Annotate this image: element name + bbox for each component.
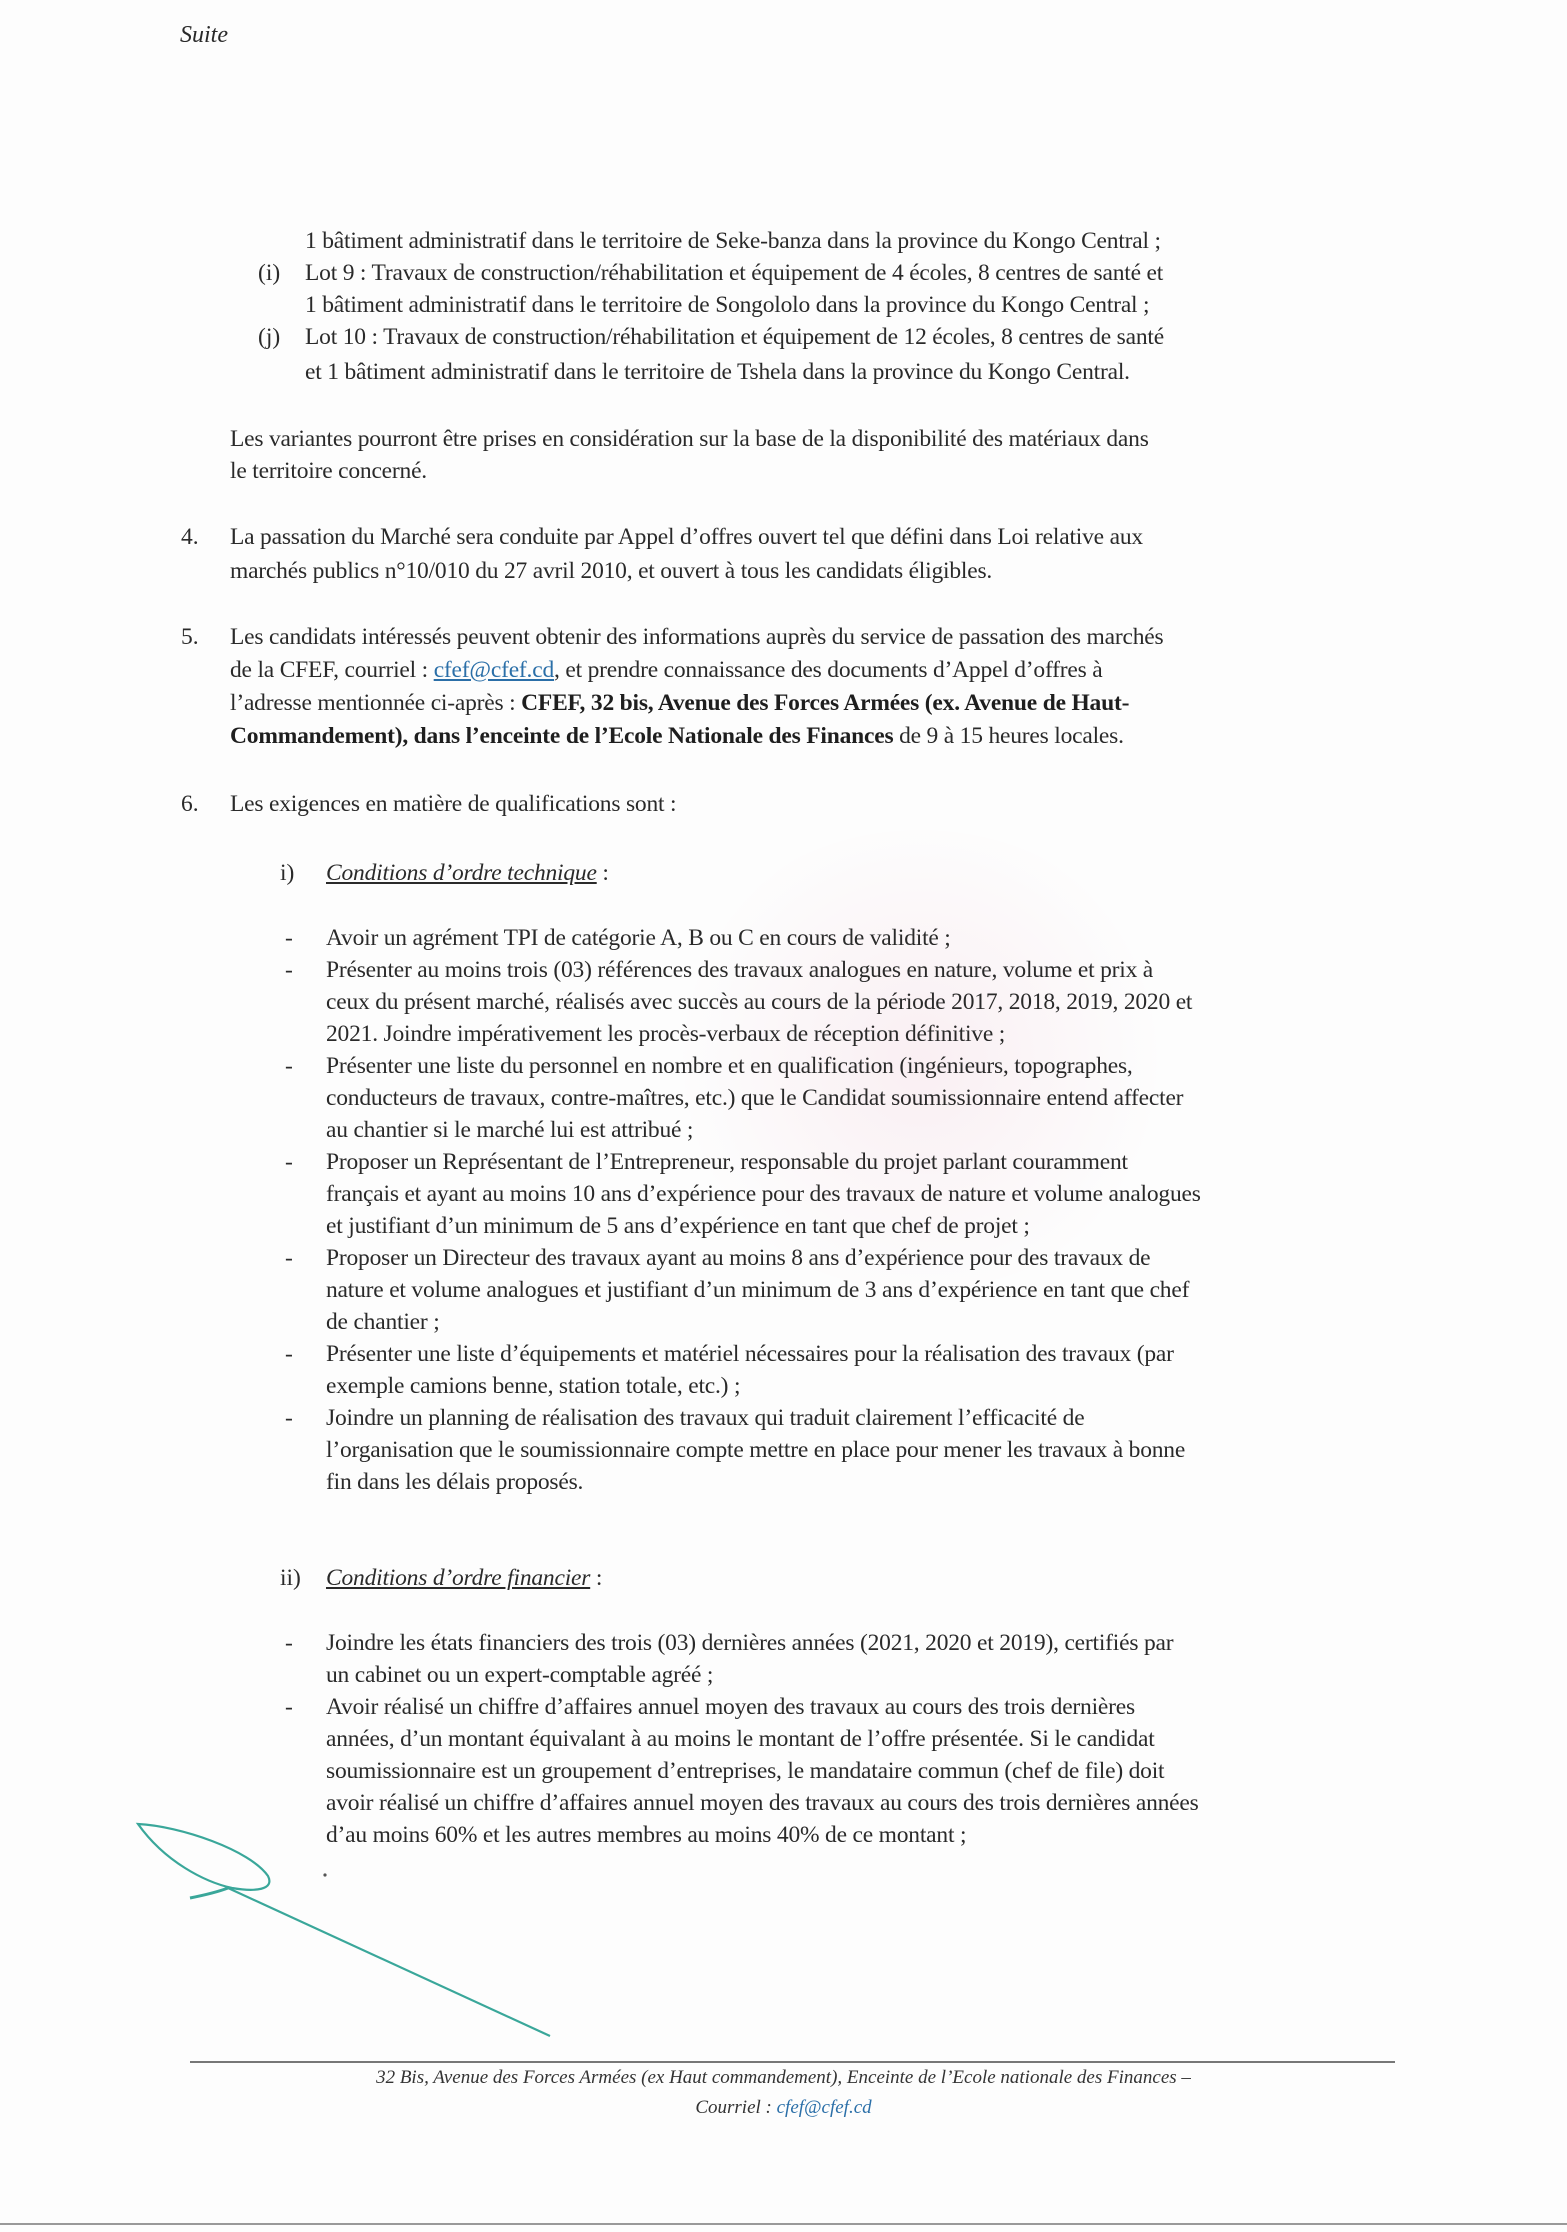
lot-i-marker: (i) bbox=[258, 260, 281, 286]
technical-item-line: français et ayant au moins 10 ans d’expérience pour des travaux de nature et volume analogues bbox=[326, 1181, 1201, 1207]
technical-item-line: 2021. Joindre impérativement les procès-verbaux de réception définitive ; bbox=[326, 1021, 1006, 1047]
technical-heading bbox=[326, 858, 609, 888]
lot-i-line1: Lot 9 : Travaux de construction/réhabilitation et équipement de 4 écoles, 8 centres de santé et bbox=[305, 260, 1164, 286]
section-5-line2 bbox=[230, 655, 1103, 685]
section-5-line2-pre: de la CFEF, courriel : bbox=[230, 657, 434, 683]
financial-item-line: soumissionnaire est un groupement d’entreprises, le mandataire commun (chef de file) doit bbox=[326, 1758, 1165, 1784]
section-5-address-bold: CFEF, 32 bis, Avenue des Forces Armées (ex. Avenue de Haut- bbox=[521, 690, 1130, 716]
footer-email-label: Courriel : bbox=[695, 2097, 777, 2118]
section-4-line2: marchés publics n°10/010 du 27 avril 2010, et ouvert à tous les candidats éligibles. bbox=[230, 558, 993, 584]
technical-bullet: - bbox=[285, 1245, 293, 1271]
technical-bullet: - bbox=[285, 1341, 293, 1367]
technical-item-line: Proposer un Représentant de l’Entrepreneur, responsable du projet parlant couramment bbox=[326, 1149, 1128, 1175]
technical-marker: i) bbox=[280, 860, 295, 886]
lot-h-tail: 1 bâtiment administratif dans le territoire de Seke-banza dans la province du Kongo Central ; bbox=[305, 228, 1161, 254]
section-4-line1: La passation du Marché sera conduite par Appel d’offres ouvert tel que défini dans Loi relative aux bbox=[230, 524, 1143, 550]
technical-title-suffix: : bbox=[596, 860, 609, 886]
continuation-label: Suite bbox=[180, 22, 228, 48]
financial-title: Conditions d’ordre financier bbox=[326, 1565, 591, 1591]
section-6-intro: Les exigences en matière de qualifications sont : bbox=[230, 791, 677, 817]
technical-item-line: Joindre un planning de réalisation des travaux qui traduit clairement l’efficacité de bbox=[326, 1405, 1085, 1431]
financial-item-line: un cabinet ou un expert-comptable agréé ; bbox=[326, 1662, 714, 1688]
footer-email-line bbox=[0, 2097, 1567, 2119]
financial-item-line: d’au moins 60% et les autres membres au moins 40% de ce montant ; bbox=[326, 1822, 967, 1848]
technical-item-line: exemple camions benne, station totale, etc.) ; bbox=[326, 1373, 741, 1399]
technical-item-line: Avoir un agrément TPI de catégorie A, B ou C en cours de validité ; bbox=[326, 925, 951, 951]
technical-title: Conditions d’ordre technique bbox=[326, 860, 597, 886]
financial-item-line: Avoir réalisé un chiffre d’affaires annuel moyen des travaux au cours des trois dernières bbox=[326, 1694, 1135, 1720]
section-5-line3 bbox=[230, 688, 1129, 718]
financial-item-line: Joindre les états financiers des trois (03) dernières années (2021, 2020 et 2019), certifiés par bbox=[326, 1630, 1174, 1656]
footer-divider bbox=[190, 2061, 1395, 2063]
technical-bullet: - bbox=[285, 1405, 293, 1431]
lot-j-line2: et 1 bâtiment administratif dans le territoire de Tshela dans la province du Kongo Central. bbox=[305, 359, 1130, 385]
technical-item-line: Présenter une liste d’équipements et matériel nécessaires pour la réalisation des travaux (par bbox=[326, 1341, 1174, 1367]
technical-item-line: et justifiant d’un minimum de 5 ans d’expérience en tant que chef de projet ; bbox=[326, 1213, 1030, 1239]
technical-bullet: - bbox=[285, 957, 293, 983]
technical-item-line: nature et volume analogues et justifiant d’un minimum de 3 ans d’expérience en tant que chef bbox=[326, 1277, 1190, 1303]
financial-bullet: - bbox=[285, 1694, 293, 1720]
section-5-address-bold-cont: Commandement), dans l’enceinte de l’Ecole Nationale des Finances bbox=[230, 723, 894, 749]
variantes-line1: Les variantes pourront être prises en considération sur la base de la disponibilité des matériaux dans bbox=[230, 426, 1149, 452]
variantes-line2: le territoire concerné. bbox=[230, 458, 427, 484]
technical-item-line: au chantier si le marché lui est attribué ; bbox=[326, 1117, 694, 1143]
technical-item-line: ceux du présent marché, réalisés avec succès au cours de la période 2017, 2018, 2019, 2020 et bbox=[326, 989, 1193, 1015]
technical-bullet: - bbox=[285, 1149, 293, 1175]
technical-item-line: de chantier ; bbox=[326, 1309, 440, 1335]
section-6-number: 6. bbox=[181, 791, 199, 817]
technical-bullet: - bbox=[285, 925, 293, 951]
section-5-line1: Les candidats intéressés peuvent obtenir des informations auprès du service de passation des marchés bbox=[230, 624, 1164, 650]
section-4-number: 4. bbox=[181, 524, 199, 550]
technical-item-line: Proposer un Directeur des travaux ayant au moins 8 ans d’expérience pour des travaux de bbox=[326, 1245, 1151, 1271]
footer-email-link[interactable]: cfef@cfef.cd bbox=[776, 2097, 872, 2118]
financial-heading bbox=[326, 1563, 602, 1593]
financial-bullet: - bbox=[285, 1630, 293, 1656]
technical-item-line: fin dans les délais proposés. bbox=[326, 1469, 584, 1495]
section-5-hours: de 9 à 15 heures locales. bbox=[893, 723, 1124, 749]
technical-item-line: conducteurs de travaux, contre-maîtres, etc.) que le Candidat soumissionnaire entend affecter bbox=[326, 1085, 1184, 1111]
section-5-number: 5. bbox=[181, 624, 199, 650]
financial-marker: ii) bbox=[280, 1565, 301, 1591]
financial-item-line: avoir réalisé un chiffre d’affaires annuel moyen des travaux au cours des trois dernières années bbox=[326, 1790, 1199, 1816]
technical-item-line: l’organisation que le soumissionnaire compte mettre en place pour mener les travaux à bonne bbox=[326, 1437, 1186, 1463]
financial-item-line: années, d’un montant équivalant à au moins le montant de l’offre présentée. Si le candidat bbox=[326, 1726, 1155, 1752]
technical-item-line: Présenter une liste du personnel en nombre et en qualification (ingénieurs, topographes, bbox=[326, 1053, 1133, 1079]
section-5-line2-post: , et prendre connaissance des documents d’Appel d’offres à bbox=[554, 657, 1103, 683]
section-5-line4 bbox=[230, 721, 1124, 751]
lot-j-marker: (j) bbox=[258, 324, 281, 350]
footer-address: 32 Bis, Avenue des Forces Armées (ex Haut commandement), Enceinte de l’Ecole nationale des Finances – bbox=[376, 2067, 1191, 2088]
technical-item-line: Présenter au moins trois (03) références des travaux analogues en nature, volume et prix à bbox=[326, 957, 1154, 983]
financial-title-suffix: : bbox=[590, 1565, 603, 1591]
section-5-line3-pre: l’adresse mentionnée ci-après : bbox=[230, 690, 522, 716]
scan-edge-line bbox=[0, 2223, 1567, 2225]
technical-bullet: - bbox=[285, 1053, 293, 1079]
lot-i-line2: 1 bâtiment administratif dans le territoire de Songololo dans la province du Kongo Central ; bbox=[305, 292, 1150, 318]
contact-email-link[interactable]: cfef@cfef.cd bbox=[433, 657, 555, 683]
lot-j-line1: Lot 10 : Travaux de construction/réhabilitation et équipement de 12 écoles, 8 centres de santé bbox=[305, 324, 1164, 350]
